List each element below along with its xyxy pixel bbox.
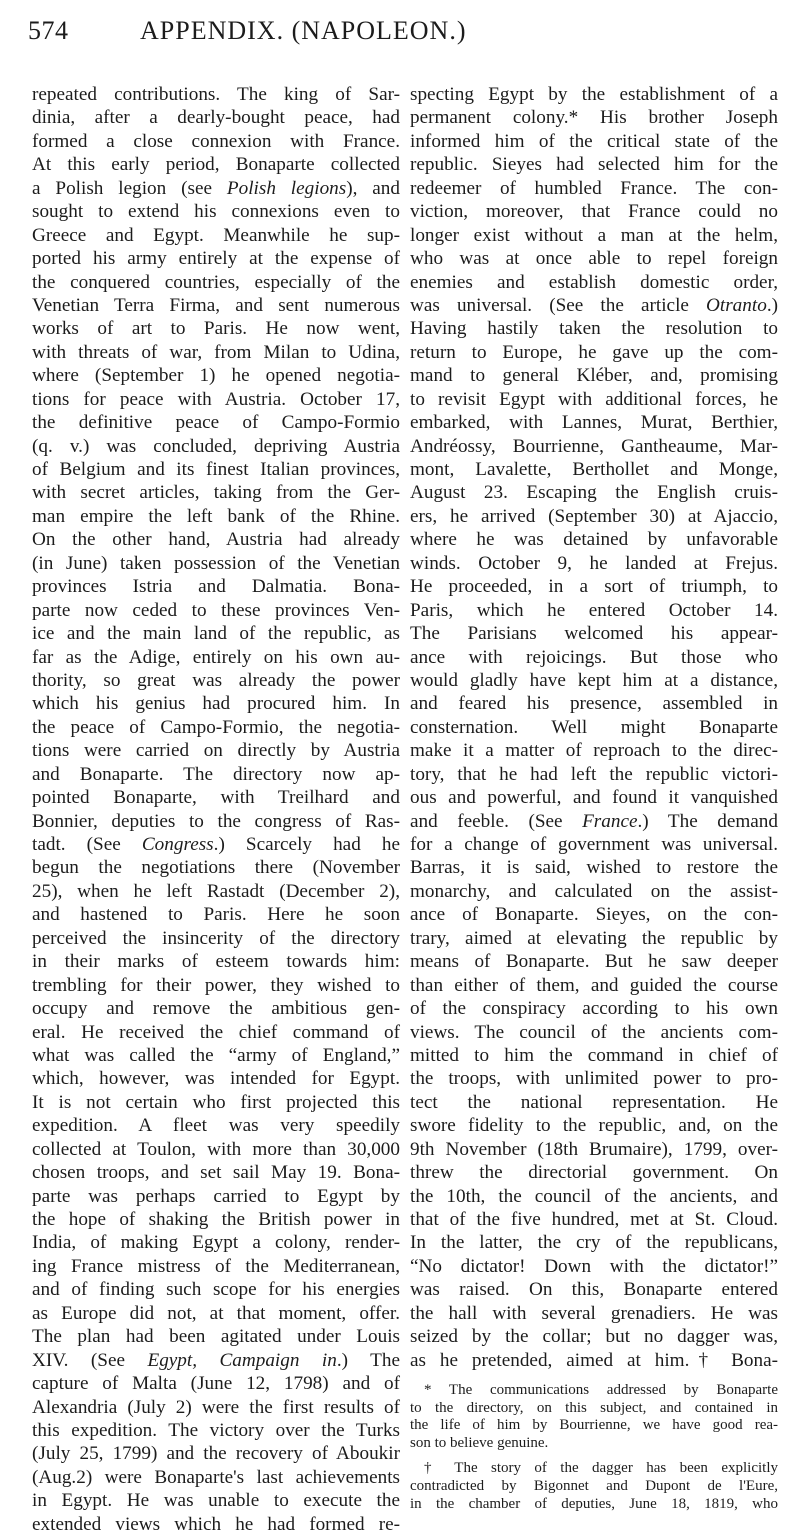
text-line: informed him of the critical state of the bbox=[410, 130, 778, 152]
text-line: longer exist without a man at the helm, bbox=[410, 224, 778, 246]
footnote-line: * The communications addressed by Bonaparte bbox=[424, 1382, 778, 1399]
text-line: ance of Bonaparte. Sieyes, on the con- bbox=[410, 904, 778, 926]
text-line: (in June) taken possession of the Venetian bbox=[32, 552, 400, 574]
text-line: for a change of government was universal. bbox=[410, 834, 778, 855]
text-line: monarchy, and calculated on the assist- bbox=[410, 880, 778, 902]
text-line: formed a close connexion with France. bbox=[32, 130, 400, 152]
text-line: as he pretended, aimed at him.† Bona- bbox=[410, 1349, 778, 1371]
text-line: and feared his presence, assembled in bbox=[410, 693, 778, 715]
text-line: trary, aimed at elevating the republic by bbox=[410, 927, 778, 949]
text-line: ing France mistress of the Mediterranean, bbox=[32, 1255, 400, 1277]
text-line: It is not certain who first projected this bbox=[32, 1091, 400, 1113]
text-line: with secret articles, taking from the Ger- bbox=[32, 482, 400, 504]
page-number: 574 bbox=[28, 16, 69, 45]
text-line: ance with rejoicings. But those who bbox=[410, 646, 778, 668]
text-line: enemies and establish domestic order, bbox=[410, 271, 778, 293]
text-line: and of finding such scope for his energies bbox=[32, 1279, 400, 1301]
text-line: India, of making Egypt a colony, render- bbox=[32, 1232, 400, 1254]
text-line: mitted to him the command in chief of bbox=[410, 1044, 778, 1066]
text-line: works of art to Paris. He now went, bbox=[32, 318, 400, 340]
text-line: what was called the “army of England,” bbox=[32, 1044, 400, 1066]
text-line: thority, so great was already the power bbox=[32, 669, 400, 691]
text-line: “No dictator! Down with the dictator!” bbox=[410, 1255, 778, 1277]
text-line: mand to general Kléber, and, promising bbox=[410, 365, 778, 387]
text-line: ous and powerful, and found it vanquished bbox=[410, 787, 778, 809]
text-line: viction, moreover, that France could no bbox=[410, 201, 778, 223]
text-line: On the other hand, Austria had already bbox=[32, 529, 400, 551]
text-line: of Belgium and its finest Italian provinces, bbox=[32, 459, 400, 480]
text-line: August 23. Escaping the English cruis- bbox=[410, 482, 778, 504]
text-line: 25), when he left Rastadt (December 2), bbox=[32, 880, 400, 902]
text-line: which, however, was intended for Egypt. bbox=[32, 1068, 400, 1090]
text-line: tect the national representation. He bbox=[410, 1091, 778, 1113]
text-line: of the conspiracy according to his own bbox=[410, 998, 778, 1020]
text-line: consternation. Well might Bonaparte bbox=[410, 716, 778, 738]
text-line: to revisit Egypt with additional forces, he bbox=[410, 388, 778, 410]
text-line: eral. He received the chief command of bbox=[32, 1021, 400, 1043]
text-line: tadt. (See Congress.) Scarcely had he bbox=[32, 834, 400, 855]
text-line: views. The council of the ancients com- bbox=[410, 1021, 778, 1043]
text-line: the peace of Campo-Formio, the negotia- bbox=[32, 716, 400, 738]
right-column bbox=[410, 83, 778, 1513]
text-line: mont, Lavalette, Berthollet and Monge, bbox=[410, 459, 778, 480]
text-line: Andréossy, Bourrienne, Gantheaume, Mar- bbox=[410, 435, 778, 457]
text-line: collected at Toulon, with more than 30,000 bbox=[32, 1138, 400, 1160]
text-line: parte was perhaps carried to Egypt by bbox=[32, 1185, 400, 1207]
text-line: was raised. On this, Bonaparte entered bbox=[410, 1279, 778, 1301]
text-line: begun the negotiations there (November bbox=[32, 857, 400, 879]
text-line: sought to extend his connexions even to bbox=[32, 201, 400, 223]
text-line: parte now ceded to these provinces Ven- bbox=[32, 599, 400, 621]
text-line: winds. October 9, he landed at Frejus. bbox=[410, 552, 778, 574]
text-line: Bonnier, deputies to the congress of Ras- bbox=[32, 810, 400, 832]
footnote-line: contradicted by Bigonnet and Dupont de l'Eure, bbox=[410, 1478, 778, 1495]
text-line: (q. v.) was concluded, depriving Austria bbox=[32, 435, 400, 457]
text-line: swore fidelity to the republic, and, on the bbox=[410, 1115, 778, 1137]
text-line: ice and the main land of the republic, as bbox=[32, 623, 400, 645]
text-line: The plan had been agitated under Louis bbox=[32, 1326, 400, 1348]
text-line: the troops, with unlimited power to pro- bbox=[410, 1068, 778, 1090]
text-line: seized by the collar; but no dagger was, bbox=[410, 1326, 778, 1348]
text-line: the definitive peace of Campo-Formio bbox=[32, 412, 400, 434]
text-line: where (September 1) he opened negotia- bbox=[32, 365, 400, 387]
text-line: Venetian Terra Firma, and sent numerous bbox=[32, 294, 400, 316]
text-line: permanent colony.* His brother Joseph bbox=[410, 107, 778, 129]
text-line: At this early period, Bonaparte collected bbox=[32, 154, 400, 176]
text-line: this expedition. The victory over the Turks bbox=[32, 1419, 400, 1441]
text-line: redeemer of humbled France. The con- bbox=[410, 177, 778, 199]
text-line: make it a matter of reproach to the direc- bbox=[410, 740, 778, 762]
text-line: Alexandria (July 2) were the first results of bbox=[32, 1396, 400, 1418]
text-line: would gladly have kept him at a distance, bbox=[410, 669, 778, 691]
footnote-line: † The story of the dagger has been explicitly bbox=[424, 1460, 778, 1477]
text-line: He proceeded, in a sort of triumph, to bbox=[410, 576, 778, 598]
text-line: (Aug.2) were Bonaparte's last achievements bbox=[32, 1466, 400, 1488]
text-line: ported his army entirely at the expense of bbox=[32, 248, 400, 270]
text-line: specting Egypt by the establishment of a bbox=[410, 84, 778, 105]
text-line: the conquered countries, especially of the bbox=[32, 271, 400, 293]
text-line: chosen troops, and set sail May 19. Bona- bbox=[32, 1162, 400, 1184]
text-line: as Europe did not, at that moment, offer. bbox=[32, 1302, 400, 1324]
text-line: The Parisians welcomed his appear- bbox=[410, 623, 778, 645]
text-line: tory, that he had left the republic victori- bbox=[410, 763, 778, 785]
text-line: and feeble. (See France.) The demand bbox=[410, 810, 778, 832]
text-line: Paris, which he entered October 14. bbox=[410, 599, 778, 621]
text-line: Barras, it is said, wished to restore the bbox=[410, 857, 778, 879]
text-line: threw the directorial government. On bbox=[410, 1162, 778, 1184]
text-line: In the latter, the cry of the republicans, bbox=[410, 1232, 778, 1254]
text-line: embarked, with Lannes, Murat, Berthier, bbox=[410, 412, 778, 434]
text-line: repeated contributions. The king of Sar- bbox=[32, 84, 400, 105]
text-line: ers, he arrived (September 30) at Ajaccio, bbox=[410, 505, 778, 527]
text-line: XIV. (See Egypt, Campaign in.) The bbox=[32, 1349, 400, 1371]
footnote-line: the life of him by Bourrienne, we have good rea- bbox=[410, 1417, 778, 1434]
footnote-line: son to believe genuine. bbox=[410, 1434, 549, 1451]
text-line: was universal. (See the article Otranto.) bbox=[410, 294, 778, 316]
text-line: trembling for their power, they wished to bbox=[32, 974, 400, 996]
text-line: capture of Malta (June 12, 1798) and of bbox=[32, 1373, 400, 1395]
text-line: Greece and Egypt. Meanwhile he sup- bbox=[32, 224, 400, 246]
text-line: in their marks of esteem towards him: bbox=[32, 951, 400, 973]
text-line: a Polish legion (see Polish legions), and bbox=[32, 177, 400, 199]
text-line: and Bonaparte. The directory now ap- bbox=[32, 763, 400, 785]
text-line: republic. Sieyes had selected him for the bbox=[410, 154, 778, 176]
footnote-line: in the chamber of deputies, June 18, 1819, who bbox=[410, 1495, 778, 1512]
footnote-line: to the directory, on this subject, and contained in bbox=[410, 1399, 778, 1416]
text-line: return to Europe, he gave up the com- bbox=[410, 341, 778, 363]
text-line: tions for peace with Austria. October 17, bbox=[32, 388, 400, 410]
text-line: and hastened to Paris. Here he soon bbox=[32, 904, 400, 926]
text-line: in Egypt. He was unable to execute the bbox=[32, 1490, 400, 1512]
text-line: with threats of war, from Milan to Udina, bbox=[32, 341, 400, 363]
text-line: (July 25, 1799) and the recovery of Aboukir bbox=[32, 1443, 400, 1465]
left-column bbox=[32, 83, 400, 1536]
page-header bbox=[28, 8, 778, 52]
text-line: perceived the insincerity of the directory bbox=[32, 927, 400, 949]
footnotes bbox=[410, 1382, 778, 1513]
text-line: dinia, after a dearly-bought peace, had bbox=[32, 107, 400, 129]
text-line: where he was detained by unfavorable bbox=[410, 529, 778, 551]
text-line: 9th November (18th Brumaire), 1799, over- bbox=[410, 1138, 778, 1160]
text-line: Having hastily taken the resolution to bbox=[410, 318, 778, 340]
text-line: man empire the left bank of the Rhine. bbox=[32, 505, 400, 527]
text-line: far as the Adige, entirely on his own au- bbox=[32, 646, 400, 668]
text-line: the 10th, the council of the ancients, and bbox=[410, 1185, 778, 1207]
text-line: the hope of shaking the British power in bbox=[32, 1209, 400, 1230]
text-line: means of Bonaparte. But he saw deeper bbox=[410, 951, 778, 973]
text-line: the hall with several grenadiers. He was bbox=[410, 1302, 778, 1324]
text-line: occupy and remove the ambitious gen- bbox=[32, 998, 400, 1020]
text-line: that of the five hundred, met at St. Cloud. bbox=[410, 1209, 778, 1230]
text-line: tions were carried on directly by Austria bbox=[32, 740, 400, 762]
text-line: expedition. A fleet was very speedily bbox=[32, 1115, 400, 1137]
running-title: APPENDIX. (NAPOLEON.) bbox=[140, 16, 467, 45]
text-line: who was at once able to repel foreign bbox=[410, 248, 778, 270]
text-line: provinces Istria and Dalmatia. Bona- bbox=[32, 576, 400, 598]
text-line: pointed Bonaparte, with Treilhard and bbox=[32, 787, 400, 809]
text-line: extended views which he had formed re- bbox=[32, 1513, 400, 1535]
text-line: which his genius had procured him. In bbox=[32, 693, 400, 715]
text-line: than either of them, and guided the course bbox=[410, 974, 778, 996]
